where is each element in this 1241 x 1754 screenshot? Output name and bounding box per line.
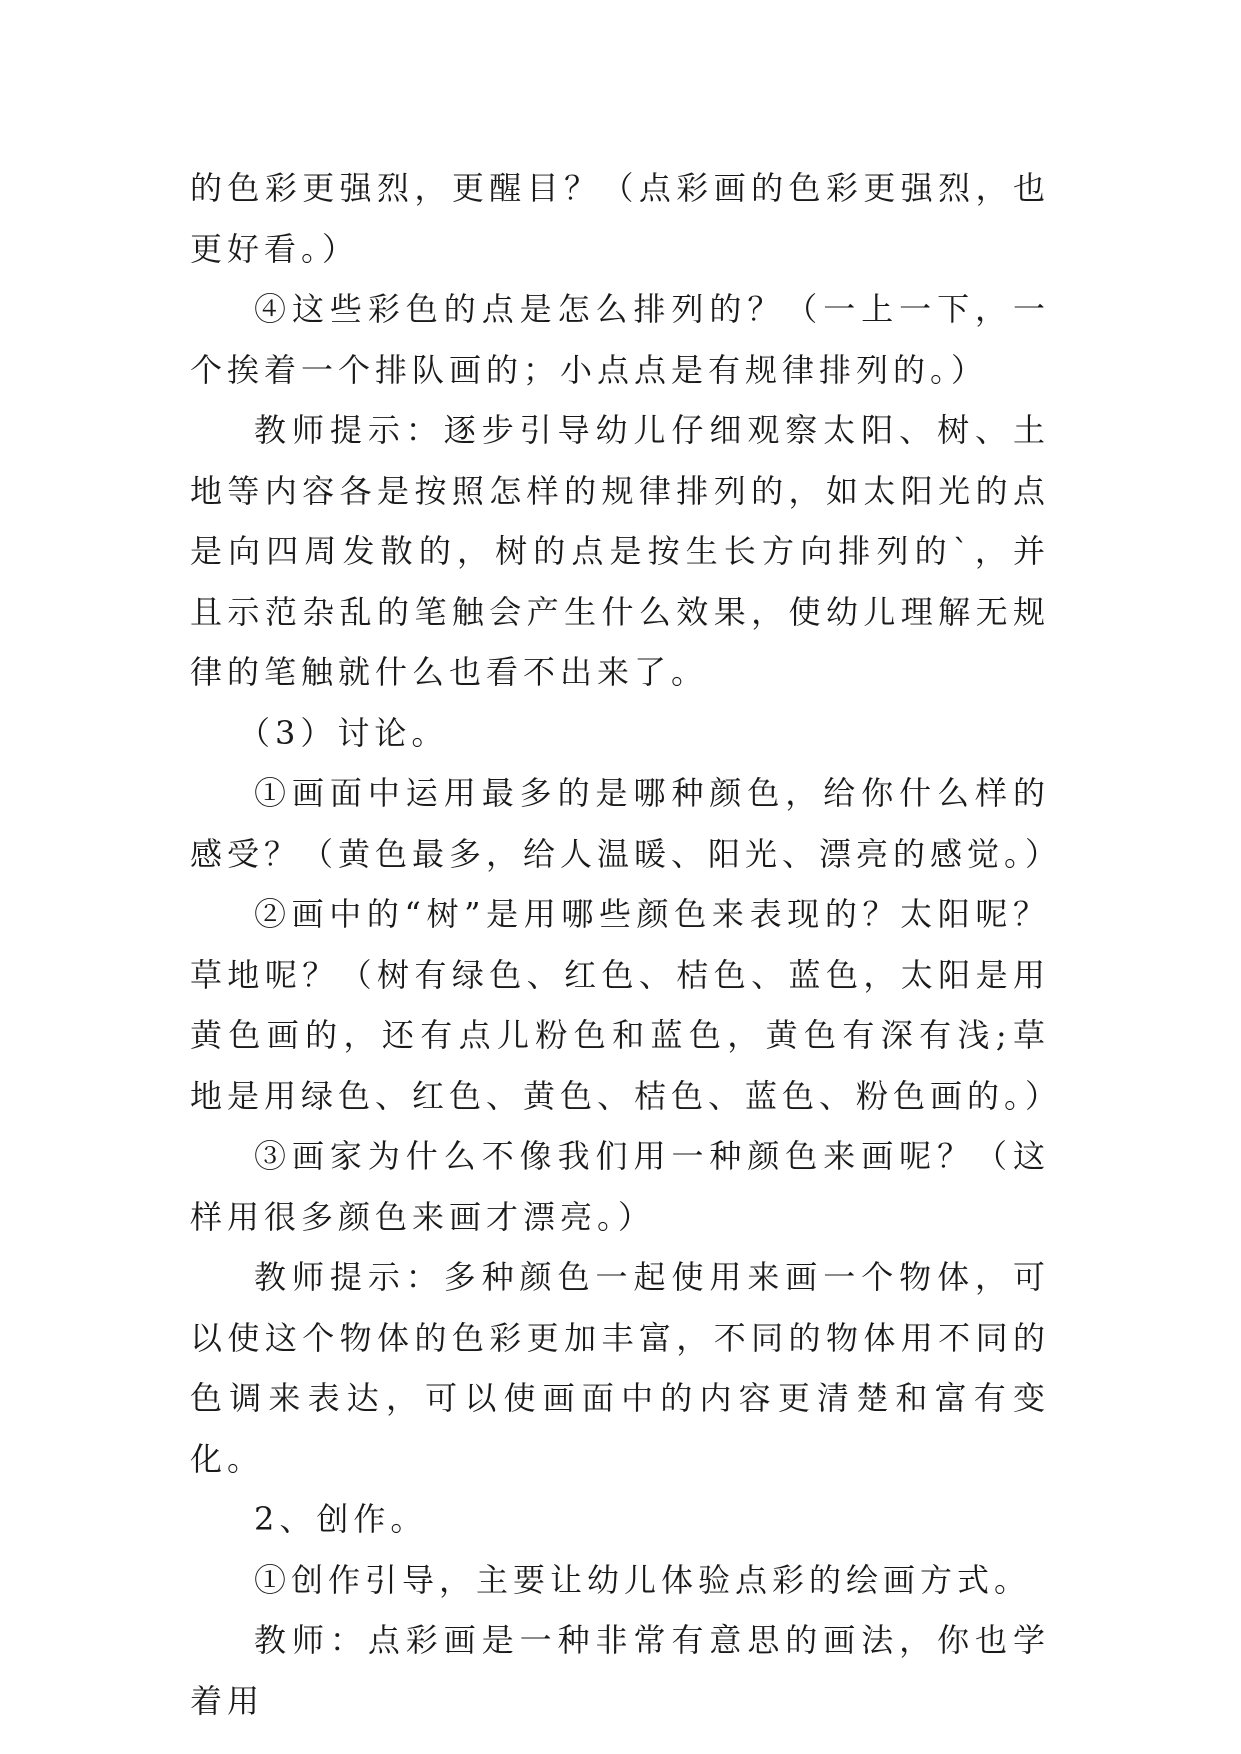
paragraph-question-2: ②画中的“树”是用哪些颜色来表现的？太阳呢？草地呢？（树有绿色、红色、桔色、蓝色，太阳是用黄色画的，还有点儿粉色和蓝色，黄色有深有浅;草地是用绿色、红色、黄色、桔色、蓝色、粉色画的。） xyxy=(190,895,1063,1115)
document-body xyxy=(190,158,1063,1731)
paragraph-teacher-instruction: 教师：点彩画是一种非常有意思的画法，你也学着用 xyxy=(190,1621,1050,1720)
paragraph-question-4: ④这些彩色的点是怎么排列的？（一上一下，一个挨着一个排队画的；小点点是有规律排列的。） xyxy=(190,290,1050,389)
paragraph-color-comparison-continued: 的色彩更强烈，更醒目？（点彩画的色彩更强烈，也更好看。） xyxy=(190,169,1050,268)
paragraph-teacher-tip-arrangement: 教师提示：逐步引导幼儿仔细观察太阳、树、土地等内容各是按照怎样的规律排列的，如太阳光的点是向四周发散的，树的点是按生长方向排列的`，并且示范杂乱的笔触会产生什么效果，使幼儿理解无规律的笔触就什么也看不出来了。 xyxy=(190,411,1050,691)
paragraph-creation-guide: ①创作引导，主要让幼儿体验点彩的绘画方式。 xyxy=(254,1560,1032,1599)
section-heading-creation: 2、创作。 xyxy=(254,1500,428,1538)
paragraph-question-3: ③画家为什么不像我们用一种颜色来画呢？（这样用很多颜色来画才漂亮。） xyxy=(190,1137,1050,1236)
paragraph-discussion-heading: （3）讨论。 xyxy=(238,713,449,752)
paragraph-question-1: ①画面中运用最多的是哪种颜色，给你什么样的感受？（黄色最多，给人温暖、阳光、漂亮的感觉。） xyxy=(190,774,1063,873)
paragraph-teacher-tip-colors: 教师提示：多种颜色一起使用来画一个物体，可以使这个物体的色彩更加丰富，不同的物体用不同的色调来表达，可以使画面中的内容更清楚和富有变化。 xyxy=(190,1258,1050,1478)
